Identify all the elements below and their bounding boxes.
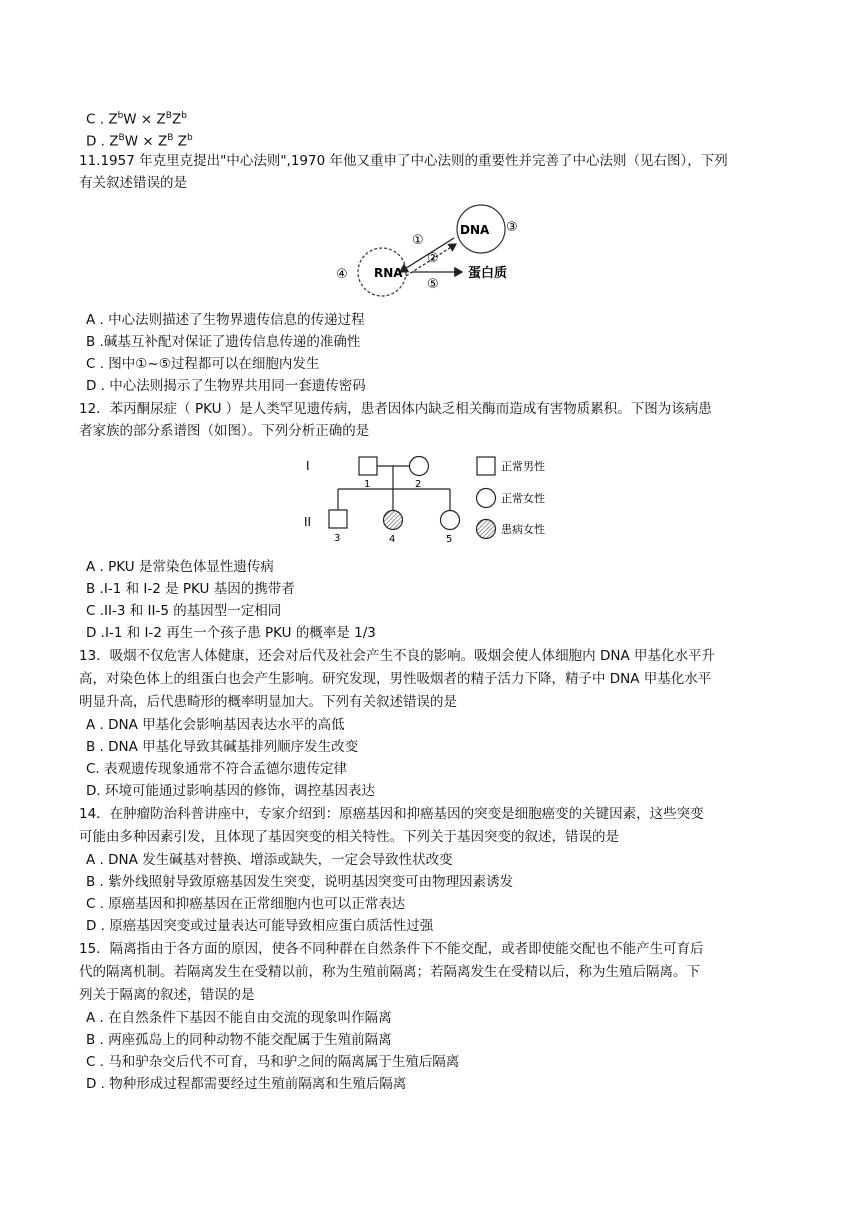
legend-female-symbol [477,489,496,508]
legend-female-label: 正常女性 [501,492,545,505]
q15-option-c: C . 马和驴杂交后代不可育，马和驴之间的隔离属于生殖后隔离 [86,1054,460,1070]
process-2-label: ② [427,251,439,266]
q12-option-b: B .I-1 和 I-2 是 PKU 基因的携带者 [86,581,295,597]
q12-option-d: D .I-1 和 I-2 再生一个孩子患 PKU 的概率是 1/3 [86,625,376,641]
q13-option-a: A . DNA 甲基化会影响基因表达水平的高低 [86,717,345,733]
q15-option-b: B . 两座孤岛上的同种动物不能交配属于生殖前隔离 [86,1032,392,1048]
legend-affected-symbol [477,520,496,539]
protein-label: 蛋白质 [468,266,508,281]
q11-option-d: D . 中心法则揭示了生物界共用同一套遗传密码 [86,378,366,394]
genotype-w: W × Z [124,133,168,150]
ii3-male-symbol [329,510,347,528]
option-c-prev [86,106,187,130]
process-5-label: ⑤ [427,277,439,292]
legend-male-symbol [477,457,495,475]
rna-label: RNA [374,266,403,280]
option-d-prev [86,128,193,152]
q11-option-a: A . 中心法则描述了生物界遗传信息的传递过程 [86,312,365,328]
q15-stem-line1: 15．隔离指由于各方面的原因，使各不同种群在自然条件下不能交配，或者即使能交配也不能产生可育后 [79,941,704,957]
i2-number: 2 [415,479,422,490]
ii5-female-symbol [441,511,460,530]
genotype-w: W × Z [123,111,166,128]
q15-option-d: D . 物种形成过程都需要经过生殖前隔离和生殖后隔离 [86,1076,407,1092]
process-4-label: ④ [336,267,348,282]
q13-option-d: D. 环境可能通过影响基因的修饰，调控基因表达 [86,783,375,799]
legend-male-label: 正常男性 [501,460,545,473]
genotype-z: Z [173,133,187,150]
i1-male-symbol [359,457,377,475]
genotype-z: Z [109,133,119,150]
q14-stem-line2: 可能由多种因素引发，且体现了基因突变的相关特性。下列关于基因突变的叙述，错误的是 [79,829,619,845]
q12-option-c: C .II-3 和 II-5 的基因型一定相同 [86,603,282,619]
genotype-sup: B [165,111,172,121]
q11-stem-line1: 11.1957 年克里克提出"中心法则",1970 年他又重申了中心法则的重要性并完善了中心法则（见右图），下列 [79,153,728,169]
dna-label: DNA [460,223,490,237]
genotype-sup: B [167,133,174,143]
q13-option-b: B . DNA 甲基化导致其碱基排列顺序发生改变 [86,739,359,755]
q13-stem-line1: 13．吸烟不仅危害人体健康，还会对后代及社会产生不良的影响。吸烟会使人体细胞内 DNA 甲基化水平升 [79,648,715,664]
option-label: C . [86,111,109,128]
process-3-label: ③ [506,220,518,235]
q15-stem-line2: 代的隔离机制。若隔离发生在受精以前，称为生殖前隔离；若隔离发生在受精以后，称为生殖后隔离。下 [79,964,700,980]
q11-option-c: C . 图中①~⑤过程都可以在细胞内发生 [86,356,320,372]
q11-option-b: B .碱基互补配对保证了遗传信息传递的准确性 [86,334,361,350]
q15-option-a: A . 在自然条件下基因不能自由交流的现象叫作隔离 [86,1010,392,1026]
q12-option-a: A . PKU 是常染色体显性遗传病 [86,559,274,575]
genotype-z: Z [108,111,118,128]
process-1-label: ① [412,233,424,248]
q14-option-a: A . DNA 发生碱基对替换、增添或缺失，一定会导致性状改变 [86,852,453,868]
option-label: D . [86,133,110,150]
q14-option-d: D . 原癌基因突变或过量表达可能导致相应蛋白质活性过强 [86,918,434,934]
genotype-sup: b [186,133,193,143]
genotype-sup: b [117,111,124,121]
genotype-z: Z [171,111,182,128]
q12-stem-line2: 者家族的部分系谱图（如图）。下列分析正确的是 [79,423,370,439]
ii3-number: 3 [334,533,341,544]
q13-stem-line3: 明显升高，后代患畸形的概率明显加大。下列有关叙述错误的是 [79,694,457,710]
q13-stem-line2: 高，对染色体上的组蛋白也会产生影响。研究发现，男性吸烟者的精子活力下降，精子中 DNA 甲基化水平 [79,671,712,687]
q15-stem-line3: 列关于隔离的叙述，错误的是 [79,987,255,1003]
q12-stem-line1: 12．苯丙酮尿症（ PKU ）是人类罕见遗传病，患者因体内缺乏相关酶而造成有害物质累积。下图为该病患 [79,401,712,417]
ii4-number: 4 [389,534,396,545]
generation-ii-label: II [304,515,312,529]
q14-stem-line1: 14．在肿瘤防治科普讲座中，专家介绍到：原癌基因和抑癌基因的突变是细胞癌变的关键因素，这些突变 [79,806,704,822]
i1-number: 1 [364,479,371,490]
q14-option-b: B . 紫外线照射导致原癌基因发生突变，说明基因突变可由物理因素诱发 [86,874,514,890]
q13-option-c: C. 表观遗传现象通常不符合孟德尔遗传定律 [86,761,348,777]
genotype-sup: b [181,111,187,121]
ii5-number: 5 [446,534,453,545]
genotype-sup: B [118,133,125,143]
q11-stem-line2: 有关叙述错误的是 [79,175,187,191]
central-dogma-figure [330,200,530,300]
legend-affected-label: 患病女性 [501,523,545,536]
q14-option-c: C . 原癌基因和抑癌基因在正常细胞内也可以正常表达 [86,896,406,912]
pedigree-figure [296,448,566,548]
ii4-affected-female-symbol [384,511,403,530]
generation-i-label: I [306,459,310,473]
i2-female-symbol [410,457,429,476]
